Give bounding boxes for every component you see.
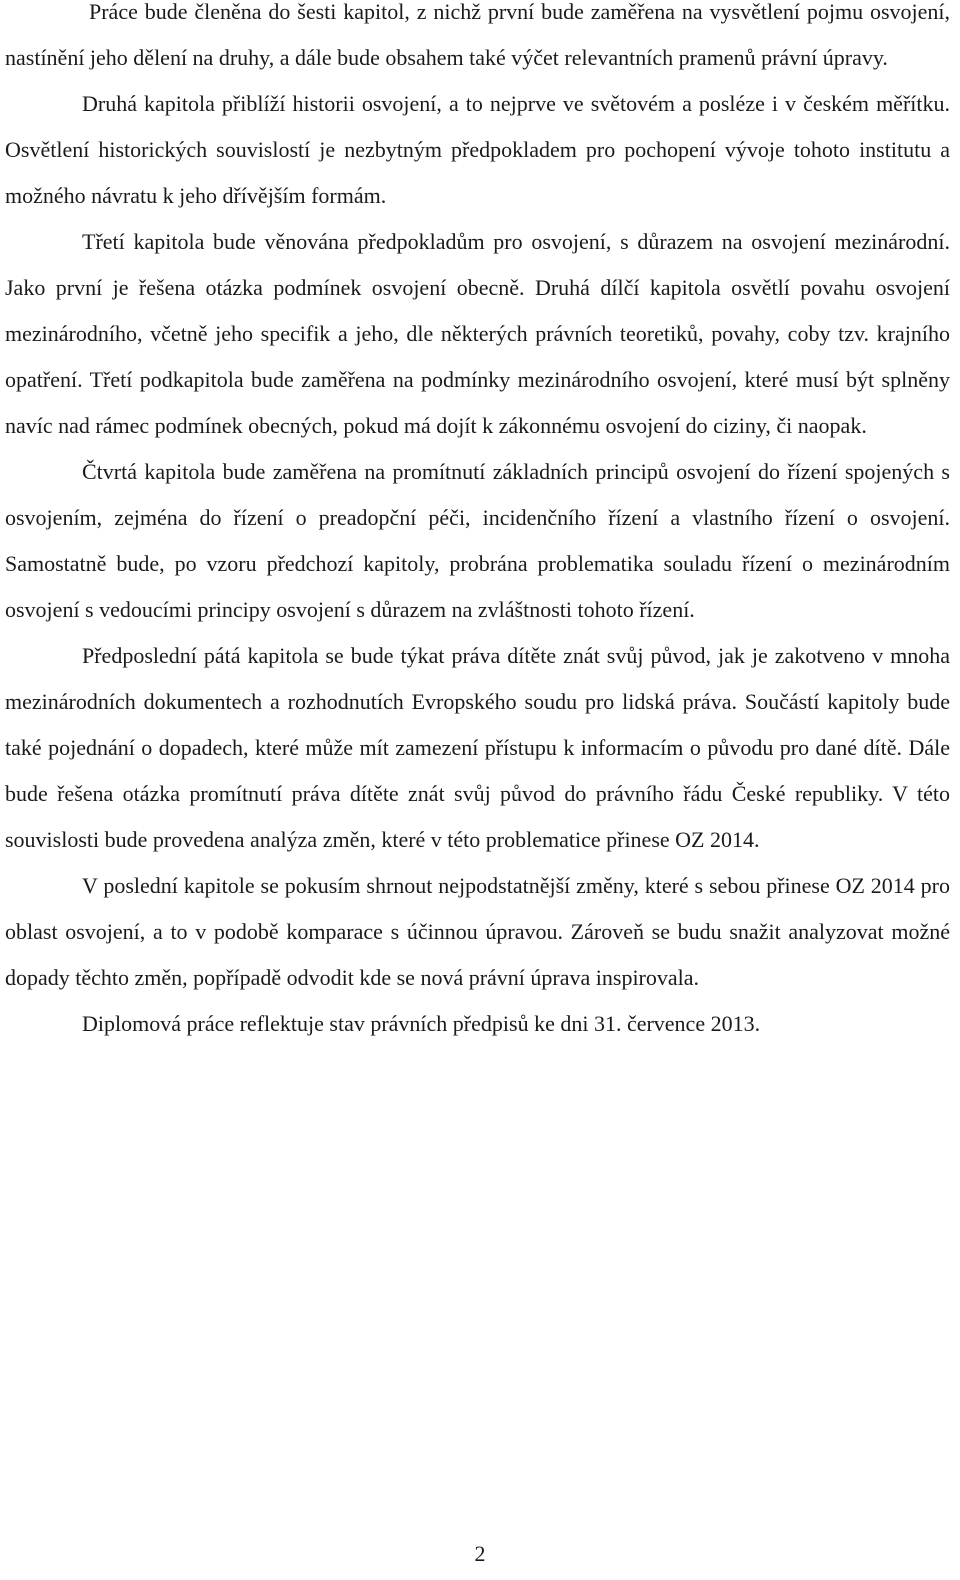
paragraph-chapter-four: Čtvrtá kapitola bude zaměřena na promítnutí základních principů osvojení do řízení spojených s osvojením, zejména do řízení o preadopční péči, incidenčního řízení a vlastního řízení o osvojení. Samostatně bude, po vzoru předchozí kapitoly, probrána problematika souladu řízení o mezinárodním osvojení s vedoucími principy osvojení s důrazem na zvláštnosti tohoto řízení. bbox=[5, 459, 950, 622]
body-text bbox=[5, 0, 950, 1047]
page-number: 2 bbox=[474, 1541, 486, 1566]
paragraph-chapter-five: Předposlední pátá kapitola se bude týkat práva dítěte znát svůj původ, jak je zakotveno v mnoha mezinárodních dokumentech a rozhodnutích Evropského soudu pro lidská práva. Součástí kapitoly bude také pojednání o dopadech, které může mít zamezení přístupu k informacím o původu pro dané dítě. Dále bude řešena otázka promítnutí práva dítěte znát svůj původ do právního řádu České republiky. V této souvislosti bude provedena analýza změn, které v této problematice přinese OZ 2014. bbox=[5, 643, 950, 852]
paragraph-chapter-overview: Práce bude členěna do šesti kapitol, z nichž první bude zaměřena na vysvětlení pojmu osvojení, nastínění jeho dělení na druhy, a dále bude obsahem také výčet relevantních pramenů právní úpravy. bbox=[5, 0, 950, 70]
paragraph-chapter-two: Druhá kapitola přiblíží historii osvojení, a to nejprve ve světovém a posléze i v českém měřítku. Osvětlení historických souvislostí je nezbytným předpokladem pro pochopení vývoje tohoto institutu a možného návratu k jeho dřívějším formám. bbox=[5, 91, 950, 208]
paragraph-chapter-six: V poslední kapitole se pokusím shrnout nejpodstatnější změny, které s sebou přinese OZ 2014 pro oblast osvojení, a to v podobě komparace s účinnou úpravou. Zároveň se budu snažit analyzovat možné dopady těchto změn, popřípadě odvodit kde se nová právní úprava inspirovala. bbox=[5, 873, 950, 990]
paragraph-legal-date: Diplomová práce reflektuje stav právních předpisů ke dni 31. července 2013. bbox=[82, 1011, 761, 1036]
paragraph-chapter-three: Třetí kapitola bude věnována předpokladům pro osvojení, s důrazem na osvojení mezinárodní. Jako první je řešena otázka podmínek osvojení obecně. Druhá dílčí kapitola osvětlí povahu osvojení mezinárodního, včetně jeho specifik a jeho, dle některých právních teoretiků, povahy, coby tzv. krajního opatření. Třetí podkapitola bude zaměřena na podmínky mezinárodního osvojení, které musí být splněny navíc nad rámec podmínek obecných, pokud má dojít k zákonnému osvojení do ciziny, či naopak. bbox=[5, 229, 950, 438]
